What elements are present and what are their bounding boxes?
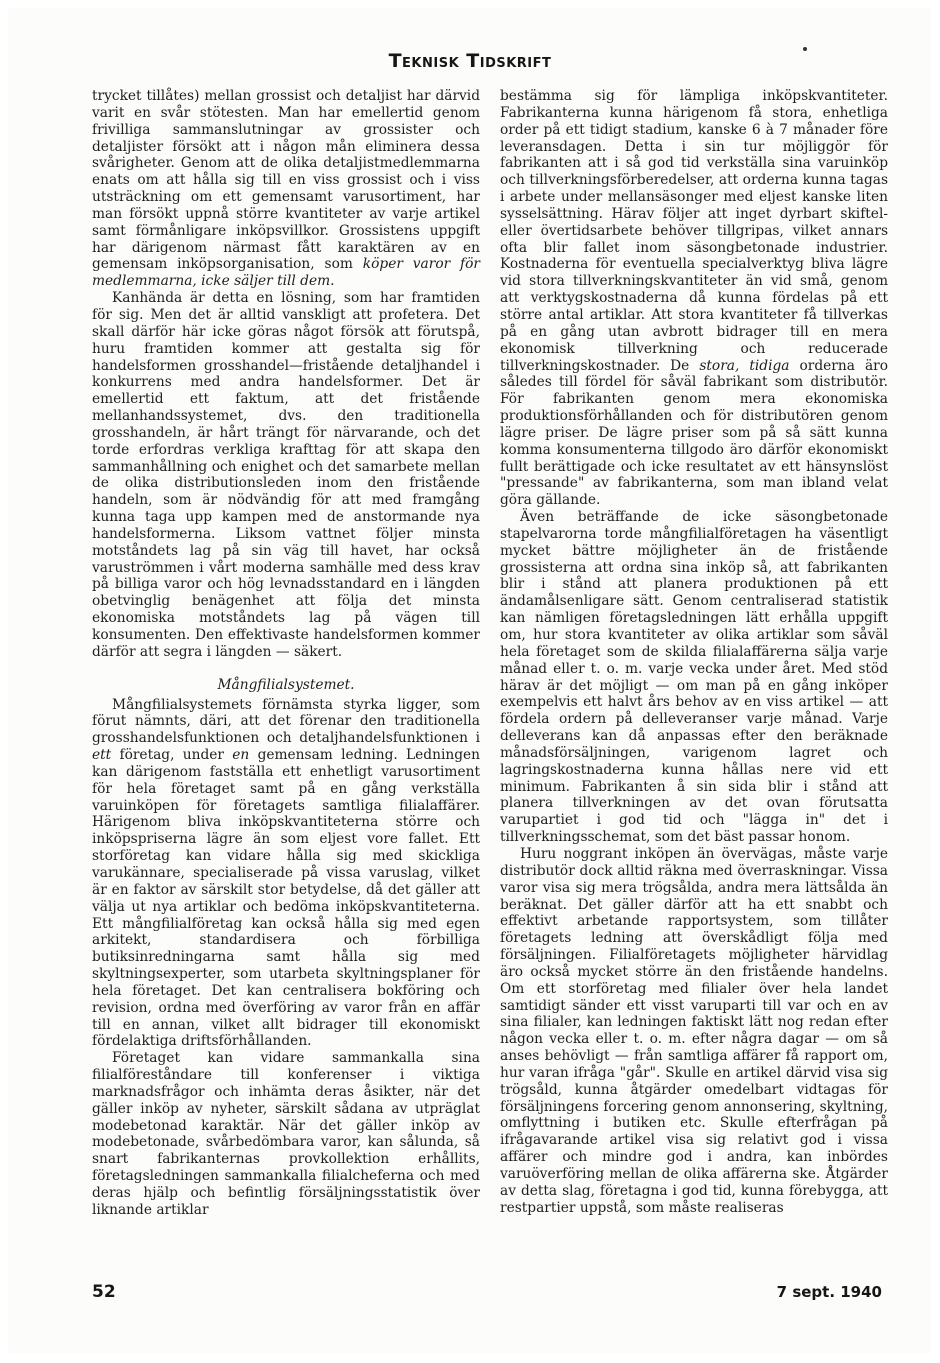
paragraph [92,88,480,290]
paragraph-text: trycket tillåtes) mellan grossist och detaljist har därvid varit en svår stötesten. Man har emellertid genom frivilliga sammanslutningar av grossister och detaljister försökt att i någon mån eliminera dessa svårigheter. Genom att de olika detaljistmedlemmarna enats om att hålla sig till en viss grossist och i viss utsträckning om ett gemensamt varusortiment, har man försökt uppnå större kvantiteter av varje artikel samt förmånligare inköpsvillkor. Grossistens uppgift har därigenom närmast fått karaktären av en gemensam inköpsorganisation, som [92,88,480,273]
paragraph [500,88,888,509]
journal-title: Teknisk Tidskrift [388,50,552,72]
italic-word: ett [92,747,112,764]
paragraph-text: bestämma sig för lämpliga inköpskvantiteter. Fabrikanterna kunna härigenom få stora, enhetliga order på ett tidigt stadium, kanske 6 à 7 månader före leveransdagen. Detta i sin tur möjliggör för fabrikanten att i så god tid verkställa sina varuinköp och tillverkningsförberedelser, att orderna kunna tagas i arbete under mellansäsonger med eljest kanske liten sysselsättning. Härav följer att inget dyrbart skiftel- eller övertidsarbete behöver tillgripas, vilket annars ofta blir fallet inom säsongbetonade industrier. Kostnaderna för eventuella specialverktyg bliva lägre vid stora tillverkningskvantiteter än vid små, genom att verktygskostnaderna då kunna fördelas på ett större antal artiklar. Att stora kvantiteter få tillverkas på en gång utan avbrott bidrager till en mera ekonomisk tillverkning och reducerade tillverkningskostnader. De [500,88,888,374]
paragraph [92,697,480,1051]
paragraph-text: Mångfilialsystemets förnämsta styrka ligger, som förut nämnts, däri, att det förenar den traditionella grosshandelsfunktionen och detaljhandelsfunktionen i [92,696,480,747]
italic-phrase: stora, tidiga [699,357,790,374]
italic-phrase: köper varor för medlemmarna, icke säljer till dem. [92,256,480,290]
paragraph: Företaget kan vidare sammankalla sina filialföreståndare till konferenser i viktiga marknadsfrågor och inhämta deras åsikter, när det gäller inköp av nyheter, särskilt sådana av utpräglat modebetonad karaktär. När det gäller inköp av modebetonade, svårbedömbara varor, kan sålunda, så snart fabrikanternas provkollektion erhållits, företagsledningen sammankalla filialcheferna och med deras hjälp och befintlig försäljningsstatistik över liknande artiklar [92,1050,480,1218]
paragraph: Huru noggrant inköpen än övervägas, måste varje distributör dock alltid räkna med överraskningar. Vissa varor visa sig mera trögsålda, andra mera lättsålda än beräknat. Det gäller därför att ha ett snabbt och effektivt arbetande rapportsystem, som tillåter företagets ledning att överskådligt följa med försäljningen. Filialföretagets möjligheter härvidlag äro också mycket större än den fristående handelns. Om ett storföretag med filialer över hela landet samtidigt sänder ett visst varuparti till var och en av sina filialer, kan ledningen faktiskt lätt nog redan efter någon vecka eller t. o. m. efter några dagar — om så anses behövligt — från samtliga affärer få rapport om, hur varan ifråga "går". Skulle en artikel därvid visa sig trögsåld, kunna åtgärder omedelbart vidtagas för försäljningens forcering genom annonsering, skyltning, omflyttning i butiken etc. Skulle efterfrågan på ifrågavarande artikel visa sig relativt god i vissa affärer och mindre god i andra, kan inbördes varuöverföring mellan de olika affärerna ske. Åtgärder av detta slag, företagna i god tid, kunna förebygga, att restpartier uppstå, som måste realiseras [500,845,888,1216]
page-number: 52 [92,1282,116,1302]
paragraph: Även beträffande de icke säsongbetonade stapelvarorna torde mångfilialföretagen ha väsentligt mycket bättre möjligheter än de fristående grossisterna att ordna sina inköp så, att fabrikanten blir i stånd att planera produktionen på ett ändamålsenligare sätt. Genom centraliserad statistik kan nämligen företagsledningen lätt erhålla uppgift om, hur stora kvantiteter av olika artiklar som såväl hela företaget som de skilda filialaffärerna sälja varje månad eller t. o. m. varje vecka under året. Med stöd härav är det möjligt — om man på en gång inköper exempelvis ett halvt års behov av en viss artikel — att fördela ordern på delleveranser varje månad. Varje delleverans kan då anpassas efter den beräknade månadsförsäljningen, varigenom lagret och lagringskostnaderna kunna hållas nere vid ett minimum. Fabrikanten å sin sida blir i stånd att planera tillverkningen av det ovan förutsatta varupartiet i god tid och "lägga in" det i tillverkningsschemat, som det bäst passar honom. [500,509,888,846]
paragraph-text: orderna äro således till fördel för såväl fabrikant som distributör. För fabrikanten genom mera ekonomiska produktionsförhållanden och för distributören genom lägre priser. De lägre priser som på så sätt kunna komma konsumenterna tillgodo äro därför ekonomiskt fullt berättigade och icke resultatet av ett hänsynslöst "pressande" av fabrikanterna, som man ibland velat göra gällande. [500,357,888,509]
left-column [92,88,480,1219]
right-column [500,88,888,1217]
paragraph-text: företag, under [111,747,233,764]
paragraph: Kanhända är detta en lösning, som har framtiden för sig. Men det är alltid vanskligt att profetera. Det skall därför här icke göras något försök att förutspå, huru framtiden kommer att gestalta sig för handelsformen grosshandel—fristående detaljhandel i konkurrens med andra handelsformer. Det är emellertid ett faktum, att det fristående mellanhandssystemet, dvs. den traditionella grosshandeln, är hårt trängt för närvarande, och det torde erfordras verkliga krafttag för att skapa den sammanhållning och enighet och det samarbete mellan de olika distributionsleden inom den fristående handeln, som är nödvändig för att med framgång kunna taga upp kampen med de anstormande nya handelsformerna. Liksom vattnet följer minsta motståndets lag på sin väg till havet, har också varuströmmen i vårt moderna samhälle med dess krav på billiga varor och hög levnadsstandard en i längden obetvinglig benägenhet att följa det minsta ekonomiska motståndets lag på vägen till konsumenten. Den effektivaste handelsformen kommer därför att segra i längden — säkert. [92,290,480,660]
italic-word: en [232,747,250,764]
paragraph-text: gemensam ledning. Ledningen kan därigenom fastställa ett enhetligt varusortiment för hela företaget samt på en gång verkställa varuinköpen för företagets samtliga filialaffärer. Härigenom bliva inköpskvantiteterna större och inköpspriserna lägre än som eljest vore fallet. Ett storföretag kan vidare hålla sig med skickliga varukännare, specialiserade på vissa varuslag, vilket är en faktor av särskilt stor betydelse, då det gäller att välja ut nya artiklar och bedöma inköpskvantiteterna. Ett mångfilialföretag kan också hålla sig med egen arkitekt, standardisera och förbilliga butiksinredningarna samt hålla sig med skyltningsexperter, som utarbeta skyltningsplaner för hela företaget. Det kan centralisera bokföring och revision, ordna med överföring av varor från en affär till en annan, vilket allt bidrager till ekonomiskt fördelaktiga driftsförhållanden. [92,747,481,1050]
issue-date: 7 sept. 1940 [776,1283,882,1301]
section-heading: Mångfilialsystemet. [217,676,355,693]
